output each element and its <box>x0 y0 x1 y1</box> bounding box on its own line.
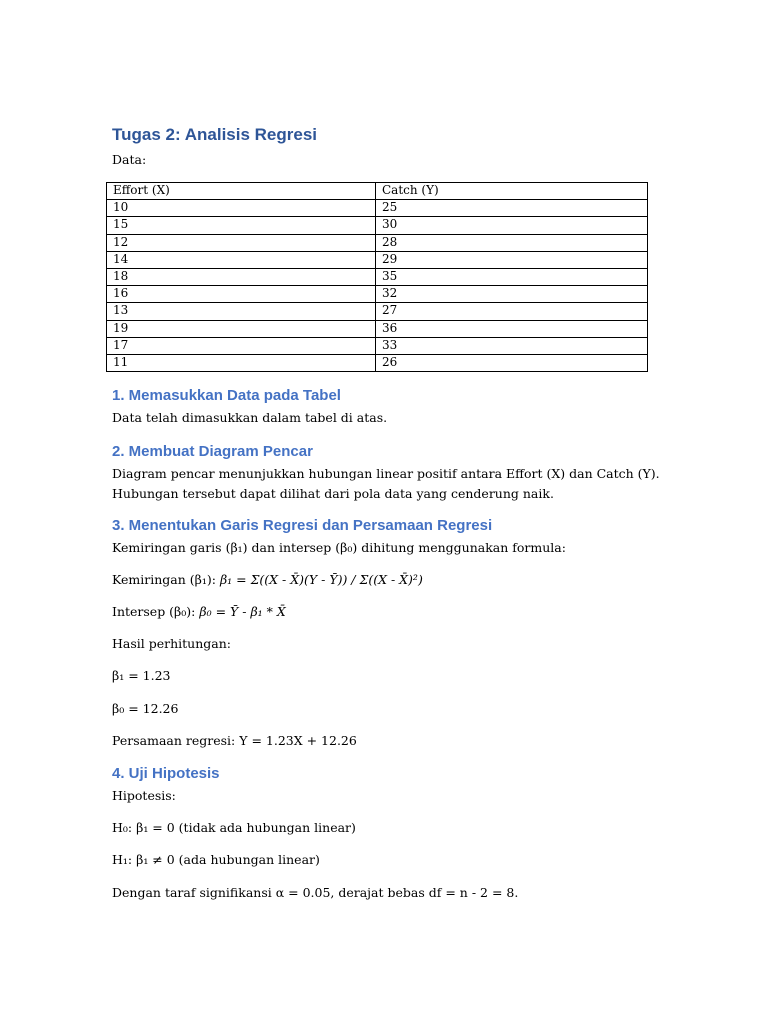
intercept-formula: β₀ = Ȳ - β₁ * X̄ <box>199 604 286 619</box>
b0-value: β₀ = 12.26 <box>112 701 179 716</box>
significance-statement: Dengan taraf signifikansi α = 0.05, derajat bebas df = n - 2 = 8. <box>112 885 519 900</box>
section-2-line-2: Hubungan tersebut dapat dilihat dari pola data yang cenderung naik. <box>112 486 554 501</box>
section-1-text: Data telah dimasukkan dalam tabel di atas. <box>112 410 388 425</box>
effort-cell: 12 <box>107 234 376 251</box>
table-row <box>107 251 648 268</box>
catch-cell: 35 <box>376 268 648 285</box>
effort-cell: 16 <box>107 286 376 303</box>
table-row <box>107 286 648 303</box>
slope-label: Kemiringan (β₁): <box>112 572 220 587</box>
section-4-heading: 4. Uji Hipotesis <box>112 765 220 782</box>
catch-cell: 25 <box>376 200 648 217</box>
data-table <box>106 182 648 372</box>
section-3-heading: 3. Menentukan Garis Regresi dan Persamaan Regresi <box>112 517 493 534</box>
effort-cell: 17 <box>107 337 376 354</box>
effort-cell: 19 <box>107 320 376 337</box>
table-row <box>107 234 648 251</box>
header-catch: Catch (Y) <box>376 183 648 200</box>
hypothesis-label: Hipotesis: <box>112 788 176 803</box>
catch-cell: 32 <box>376 286 648 303</box>
section-3-intro: Kemiringan garis (β₁) dan intersep (β₀) dihitung menggunakan formula: <box>112 540 566 555</box>
effort-cell: 11 <box>107 354 376 371</box>
table-row <box>107 354 648 371</box>
data-label: Data: <box>112 152 147 167</box>
catch-cell: 27 <box>376 303 648 320</box>
regression-equation: Persamaan regresi: Y = 1.23X + 12.26 <box>112 733 357 748</box>
section-1-heading: 1. Memasukkan Data pada Tabel <box>112 387 341 404</box>
effort-cell: 13 <box>107 303 376 320</box>
catch-cell: 28 <box>376 234 648 251</box>
catch-cell: 26 <box>376 354 648 371</box>
document-title: Tugas 2: Analisis Regresi <box>112 125 318 144</box>
intercept-label: Intersep (β₀): <box>112 604 200 619</box>
slope-line <box>112 570 423 589</box>
table-row <box>107 320 648 337</box>
effort-cell: 14 <box>107 251 376 268</box>
table-row <box>107 303 648 320</box>
intercept-line <box>112 602 286 621</box>
section-2-line-1: Diagram pencar menunjukkan hubungan linear positif antara Effort (X) dan Catch (Y). <box>112 466 660 481</box>
effort-cell: 10 <box>107 200 376 217</box>
catch-cell: 29 <box>376 251 648 268</box>
header-effort: Effort (X) <box>107 183 376 200</box>
table-row <box>107 337 648 354</box>
h0-statement: H₀: β₁ = 0 (tidak ada hubungan linear) <box>112 820 356 835</box>
section-2-heading: 2. Membuat Diagram Pencar <box>112 443 313 460</box>
table-row <box>107 217 648 234</box>
table-row <box>107 268 648 285</box>
h1-statement: H₁: β₁ ≠ 0 (ada hubungan linear) <box>112 852 320 867</box>
slope-formula: β₁ = Σ((X - X̄)(Y - Ȳ)) / Σ((X - X̄)²) <box>219 572 423 587</box>
b1-value: β₁ = 1.23 <box>112 668 171 683</box>
result-label: Hasil perhitungan: <box>112 636 232 651</box>
catch-cell: 30 <box>376 217 648 234</box>
catch-cell: 36 <box>376 320 648 337</box>
effort-cell: 18 <box>107 268 376 285</box>
table-row <box>107 200 648 217</box>
table-header-row <box>107 183 648 200</box>
effort-cell: 15 <box>107 217 376 234</box>
catch-cell: 33 <box>376 337 648 354</box>
